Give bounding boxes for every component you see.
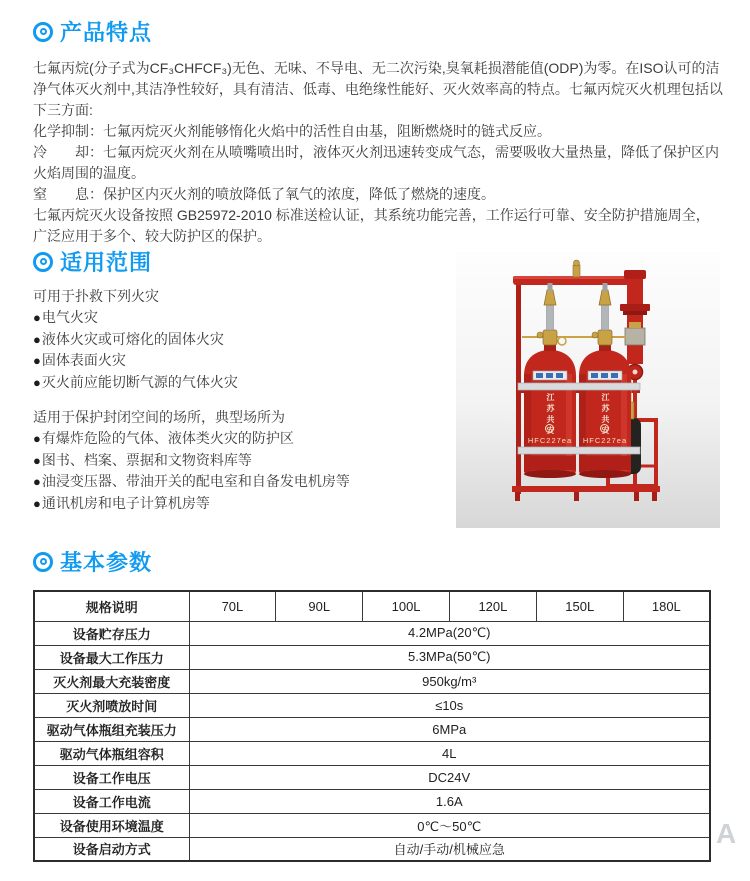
table-row-value: DC24V: [189, 765, 710, 789]
scope-list-item: [33, 350, 463, 372]
brand-logo-icon: [545, 424, 554, 433]
scope-intro-1: 可用于扑救下列火灾: [33, 288, 159, 304]
table-row: [34, 741, 710, 765]
table-row-value: 6MPa: [189, 717, 710, 741]
feature-paragraph: 窒 息：保护区内灭火剂的喷放降低了氧气的浓度，降低了燃烧的速度。: [33, 186, 495, 202]
section-scope-heading: [33, 246, 463, 277]
double-circle-icon: [33, 552, 53, 572]
parameters-table-body: [34, 591, 710, 861]
scope-list-item-text: 通讯机房和电子计算机房等: [41, 494, 210, 511]
product-photo: [456, 252, 720, 528]
table-row-label: 设备贮存压力: [34, 621, 189, 645]
bullet-icon: ●: [33, 310, 41, 325]
table-header-size: 100L: [363, 591, 450, 621]
table-header-size: 70L: [189, 591, 276, 621]
table-row: [34, 765, 710, 789]
feature-paragraph: 化学抑制：七氟丙烷灭火剂能够惰化火焰中的活性自由基，阻断燃烧时的链式反应。: [33, 123, 551, 139]
fire-suppression-system-illustration: [456, 252, 720, 528]
bullet-icon: ●: [33, 452, 41, 468]
table-header-size: 120L: [449, 591, 536, 621]
section-features-heading: [33, 16, 723, 47]
bullet-icon: ●: [33, 374, 41, 390]
table-row-label: 设备使用环境温度: [34, 813, 189, 837]
feature-paragraph: 冷 却：七氟丙烷灭火剂在从喷嘴喷出时，液体灭火剂迅速转变成气态，需要吸收大量热量，降低了保护区内火焰周围的温度。: [33, 144, 719, 181]
table-row: [34, 837, 710, 861]
scope-list-item: [33, 307, 463, 329]
table-row-label: 设备启动方式: [34, 837, 189, 861]
table-row: [34, 789, 710, 813]
section-scope: [33, 246, 463, 514]
table-header-size: 150L: [536, 591, 623, 621]
scope-list-item: [33, 372, 463, 394]
cylinder-model-label: HFC227ea: [527, 436, 573, 445]
table-header-size: 90L: [276, 591, 363, 621]
cylinder-brand-label: 江苏共安: [601, 393, 610, 437]
table-row-label: 驱动气体瓶组充装压力: [34, 717, 189, 741]
table-row-value: 自动/手动/机械应急: [189, 837, 710, 861]
table-header-spec: 规格说明: [34, 591, 189, 621]
bullet-icon: ●: [33, 431, 41, 446]
bullet-icon: ●: [33, 331, 41, 347]
table-row: [34, 621, 710, 645]
feature-paragraph: 七氟丙烷(分子式为CF₃CHFCF₃)无色、无味、不导电、无二次污染,臭氧耗损潜能值(ODP)为零。在ISO认可的洁净气体灭火剂中,其洁净性较好，具有清洁、低毒、电绝缘性能好、灭火效率高的特点。七氟丙烷灭火机理包括以下三方面:: [33, 60, 723, 118]
parameters-table: [33, 590, 711, 862]
scope-list-item-text: 油浸变压器、带油开关的配电室和自备发电机房等: [41, 473, 350, 489]
table-row-value: 5.3MPa(50℃): [189, 645, 710, 669]
scope-list-item-text: 液体火灾或可熔化的固体火灾: [41, 330, 224, 347]
table-row: [34, 813, 710, 837]
table-row-label: 设备工作电压: [34, 765, 189, 789]
section-title: 基本参数: [60, 550, 153, 575]
scope-list-item-text: 灭火前应能切断气源的气体火灾: [41, 373, 238, 390]
scope-list-item: [33, 450, 463, 472]
table-row-value: 4.2MPa(20℃): [189, 621, 710, 645]
cylinder-model-label: HFC227ea: [582, 436, 628, 445]
brand-logo-icon: [600, 424, 609, 433]
page-watermark: A: [716, 818, 737, 849]
section-parameters-heading: [33, 546, 723, 577]
table-row-label: 设备最大工作压力: [34, 645, 189, 669]
features-paragraphs: [33, 58, 723, 247]
valve-stack-left: [537, 283, 557, 345]
table-row: [34, 669, 710, 693]
scope-list-item: [33, 428, 463, 450]
section-title: 产品特点: [60, 20, 153, 45]
section-parameters: [33, 546, 723, 862]
table-row-value: 0℃～50℃: [189, 813, 710, 837]
table-row: [34, 717, 710, 741]
table-row-value: 950kg/m³: [189, 669, 710, 693]
scope-list-item: [33, 471, 463, 493]
scope-list-item: [33, 329, 463, 351]
section-title: 适用范围: [60, 250, 153, 275]
scope-list-item-text: 有爆炸危险的气体、液体类火灾的防护区: [41, 430, 294, 446]
section-features: [33, 16, 723, 247]
scope-list-2: [33, 428, 463, 514]
table-row-value: ≤10s: [189, 693, 710, 717]
table-row-label: 驱动气体瓶组容积: [34, 741, 189, 765]
table-header-size: 180L: [623, 591, 710, 621]
bullet-icon: ●: [33, 353, 41, 368]
table-header-row: [34, 591, 710, 621]
scope-list-item-text: 图书、档案、票据和文物资料库等: [41, 451, 252, 468]
double-circle-icon: [33, 22, 53, 42]
table-row-label: 灭火剂最大充装密度: [34, 669, 189, 693]
scope-intro-2: 适用于保护封闭空间的场所，典型场所为: [33, 409, 285, 425]
manifold-pipe: [513, 260, 641, 285]
table-row-value: 1.6A: [189, 789, 710, 813]
scope-list-item-text: 电气火灾: [41, 309, 98, 325]
bullet-icon: ●: [33, 474, 41, 489]
scope-list-1: [33, 307, 463, 393]
table-row-label: 灭火剂喷放时间: [34, 693, 189, 717]
bullet-icon: ●: [33, 495, 41, 511]
double-circle-icon: [33, 252, 53, 272]
table-row: [34, 693, 710, 717]
cylinder-brand-label: 江苏共安: [546, 393, 555, 437]
scope-list-item: [33, 493, 463, 515]
table-row-value: 4L: [189, 741, 710, 765]
feature-paragraph: 七氟丙烷灭火设备按照 GB25972-2010 标准送检认证，其系统功能完善，工作运行可靠、安全防护措施周全，广泛应用于多个、较大防护区的保护。: [33, 207, 710, 244]
table-row: [34, 645, 710, 669]
table-row-label: 设备工作电流: [34, 789, 189, 813]
scope-list-item-text: 固体表面火灾: [41, 352, 126, 368]
valve-stack-right: [592, 283, 612, 345]
